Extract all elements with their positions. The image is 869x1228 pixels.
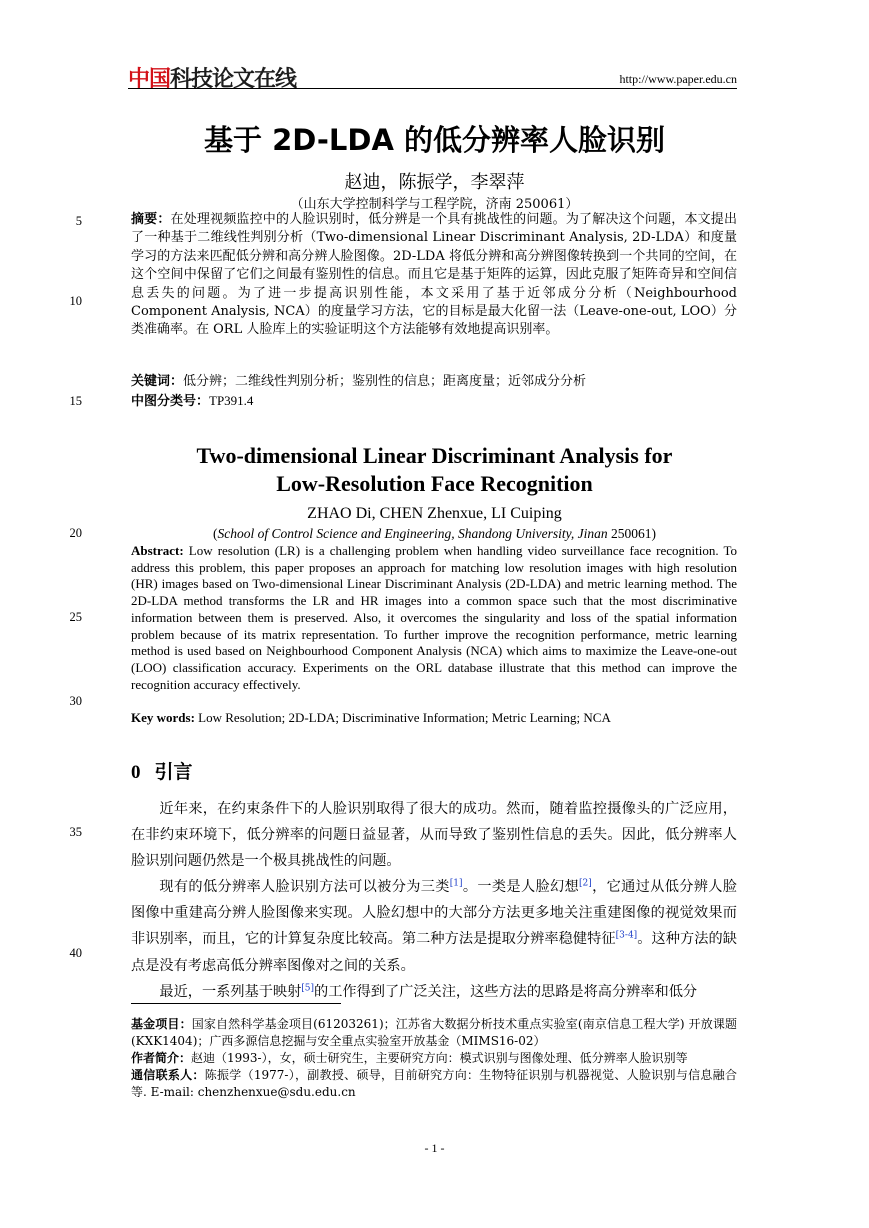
keywords-en-label: Key words: bbox=[131, 710, 195, 725]
title-en-line1: Two-dimensional Linear Discriminant Analysis for bbox=[196, 443, 673, 468]
paragraph-text: 。一类是人脸幻想 bbox=[462, 879, 580, 896]
paragraph-text: 现有的低分辨率人脸识别方法可以被分为三类 bbox=[159, 879, 450, 896]
paragraph-text: 最近，一系列基于映射 bbox=[159, 983, 302, 1000]
abstract-en-text: Low resolution (LR) is a challenging problem when handling video surveillance face recognition. To address this problem, this paper proposes an approach for matching low resolution images with high resolution (HR) images based on Two-dimensional Linear Discriminant Analysis (2D-LDA) and metric learning method. The 2D-LDA method transforms the LR and HR images into a common space such that the most discriminative information between them is preserved. Also, it overcomes the singularity and loss of the spatial information problem because of its matrix representation. To further improve the recognition performance, metric learning method is used based on Neighbourhood Component Analysis (NCA) which aims to maximize the Leave-one-out (LOO) classification accuracy. Experiments on the ORL database illustrate that this method can improve the recognition accuracy effectively. bbox=[131, 543, 737, 692]
abstract-en bbox=[131, 543, 737, 693]
section-heading bbox=[131, 757, 193, 784]
abstract-cn-text: 在处理视频监控中的人脸识别时，低分辨是一个具有挑战性的问题。为了解决这个问题，本文提出了一种基于二维线性判别分析（Two-dimensional Linear Discriminant Analysis, 2D-LDA）和度量学习的方法来匹配低分辨和高分辨人脸图像。2D-LDA 将低分辨和高分辨图像转换到一个共同的空间，在这个空间中保留了它们之间最有鉴别性的信息。而且它是基于矩阵的运算，因此克服了矩阵奇异和空间信息丢失的问题。为了进一步提高识别性能，本文采用了基于近邻成分分析（Neighbourhood Component Analysis, NCA）的度量学习方法，它的目标是最大化留一法（Leave-one-out, LOO）分类准确率。在 ORL 人脸库上的实验证明这个方法能够有效地提高识别率。 bbox=[131, 212, 737, 338]
abstract-en-label: Abstract: bbox=[131, 543, 184, 558]
class-number-text: TP391.4 bbox=[209, 393, 254, 408]
paragraph-text: 的工作得到了广泛关注，这些方法的思路是将高分辨率和低分 bbox=[314, 983, 698, 1000]
footnote-contact bbox=[131, 1067, 737, 1101]
footnote-text: 国家自然科学基金项目(61203261)；江苏省大数据分析技术重点实验室(南京信息工程大学) 开放课题(KXK1404)；广西多源信息挖掘与安全重点实验室开放基金（MIMS16-02） bbox=[131, 1017, 737, 1048]
line-number: 25 bbox=[69, 610, 82, 624]
logo-part-sci: 科技论文在线 bbox=[170, 67, 297, 92]
section-title: 引言 bbox=[154, 761, 193, 783]
title-en-line2: Low-Resolution Face Recognition bbox=[276, 471, 593, 496]
title-en bbox=[0, 442, 869, 498]
header-url[interactable]: http://www.paper.edu.cn bbox=[619, 72, 737, 86]
abstract-cn bbox=[131, 211, 737, 340]
footnote-text: 赵迪（1993-），女，硕士研究生，主要研究方向：模式识别与图像处理、低分辨率人脸识别等 bbox=[191, 1051, 688, 1065]
title-cn: 基于 2D-LDA 的低分辨率人脸识别 bbox=[203, 123, 665, 157]
keywords-cn-label: 关键词： bbox=[131, 374, 184, 389]
keywords-en bbox=[131, 710, 737, 727]
affiliation-en-tail: 250061) bbox=[607, 526, 657, 541]
citation-link[interactable]: [5] bbox=[301, 982, 315, 993]
paragraph bbox=[131, 874, 737, 978]
footnote-text: 陈振学（1977-），副教授、硕导，目前研究方向：生物特征识别与机器视觉、人脸识别与信息融合等. E-mail: chenzhenxue@sdu.edu.cn bbox=[131, 1068, 737, 1099]
footnote-label: 基金项目： bbox=[131, 1017, 192, 1031]
class-number-label: 中图分类号： bbox=[131, 394, 210, 409]
citation-link[interactable]: [3-4] bbox=[615, 930, 638, 941]
abstract-cn-label: 摘要： bbox=[131, 212, 171, 227]
logo-part-china: 中国 bbox=[128, 67, 171, 92]
keywords-en-text: Low Resolution; 2D-LDA; Discriminative Information; Metric Learning; NCA bbox=[194, 710, 611, 725]
footnote-fund bbox=[131, 1016, 737, 1050]
affiliation-en-italic: School of Control Science and Engineering, Shandong University, Jinan bbox=[217, 526, 608, 541]
citation-link[interactable]: [2] bbox=[579, 878, 592, 889]
header-rule bbox=[128, 88, 737, 89]
citation-link[interactable]: [1] bbox=[449, 878, 463, 889]
line-number: 35 bbox=[69, 825, 82, 839]
affiliation-cn: （山东大学控制科学与工程学院，济南 250061） bbox=[290, 197, 579, 212]
line-number: 5 bbox=[75, 214, 82, 228]
affiliation-en-open: ( bbox=[212, 526, 218, 541]
line-number: 10 bbox=[69, 294, 82, 308]
paragraph bbox=[131, 979, 737, 1005]
paragraph-text: ，它通过从低分辨人脸图像中重建高分辨人脸图像来实现。人脸幻想中的大部分方法更多地关注重建图像的视觉效果而非识别率，而且，它的计算复杂度比较高。第二种方法是提取分辨率稳健特征 bbox=[131, 879, 737, 948]
footnote-label: 作者简介： bbox=[131, 1051, 192, 1065]
class-number bbox=[131, 392, 737, 411]
section-number: 0 bbox=[131, 762, 141, 783]
paragraph-text: 。这种方法的缺点是没有考虑高低分辨率图像对之间的关系。 bbox=[131, 931, 737, 974]
keywords-cn-text: 低分辨；二维线性判别分析；鉴别性的信息；距离度量；近邻成分分析 bbox=[183, 374, 587, 389]
line-number: 15 bbox=[69, 394, 82, 408]
authors-en: ZHAO Di, CHEN Zhenxue, LI Cuiping bbox=[307, 505, 562, 522]
line-number: 30 bbox=[69, 694, 82, 708]
section-body bbox=[131, 796, 737, 1005]
line-number: 40 bbox=[69, 946, 82, 960]
affiliation-en bbox=[0, 526, 869, 542]
paragraph: 近年来，在约束条件下的人脸识别取得了很大的成功。然而，随着监控摄像头的广泛应用，在非约束环境下，低分辨率的问题日益显著，从而导致了鉴别性信息的丢失。因此，低分辨率人脸识别问题仍然是一个极具挑战性的问题。 bbox=[131, 801, 737, 870]
keywords-cn bbox=[131, 373, 737, 391]
page-number: - 1 - bbox=[424, 1141, 445, 1155]
footnote-label: 通信联系人： bbox=[131, 1068, 205, 1082]
authors-cn: 赵迪，陈振学，李翠萍 bbox=[344, 172, 525, 193]
footnotes bbox=[131, 1016, 737, 1101]
line-number: 20 bbox=[69, 526, 82, 540]
footnote-rule bbox=[131, 1003, 341, 1004]
footnote-author bbox=[131, 1050, 737, 1067]
